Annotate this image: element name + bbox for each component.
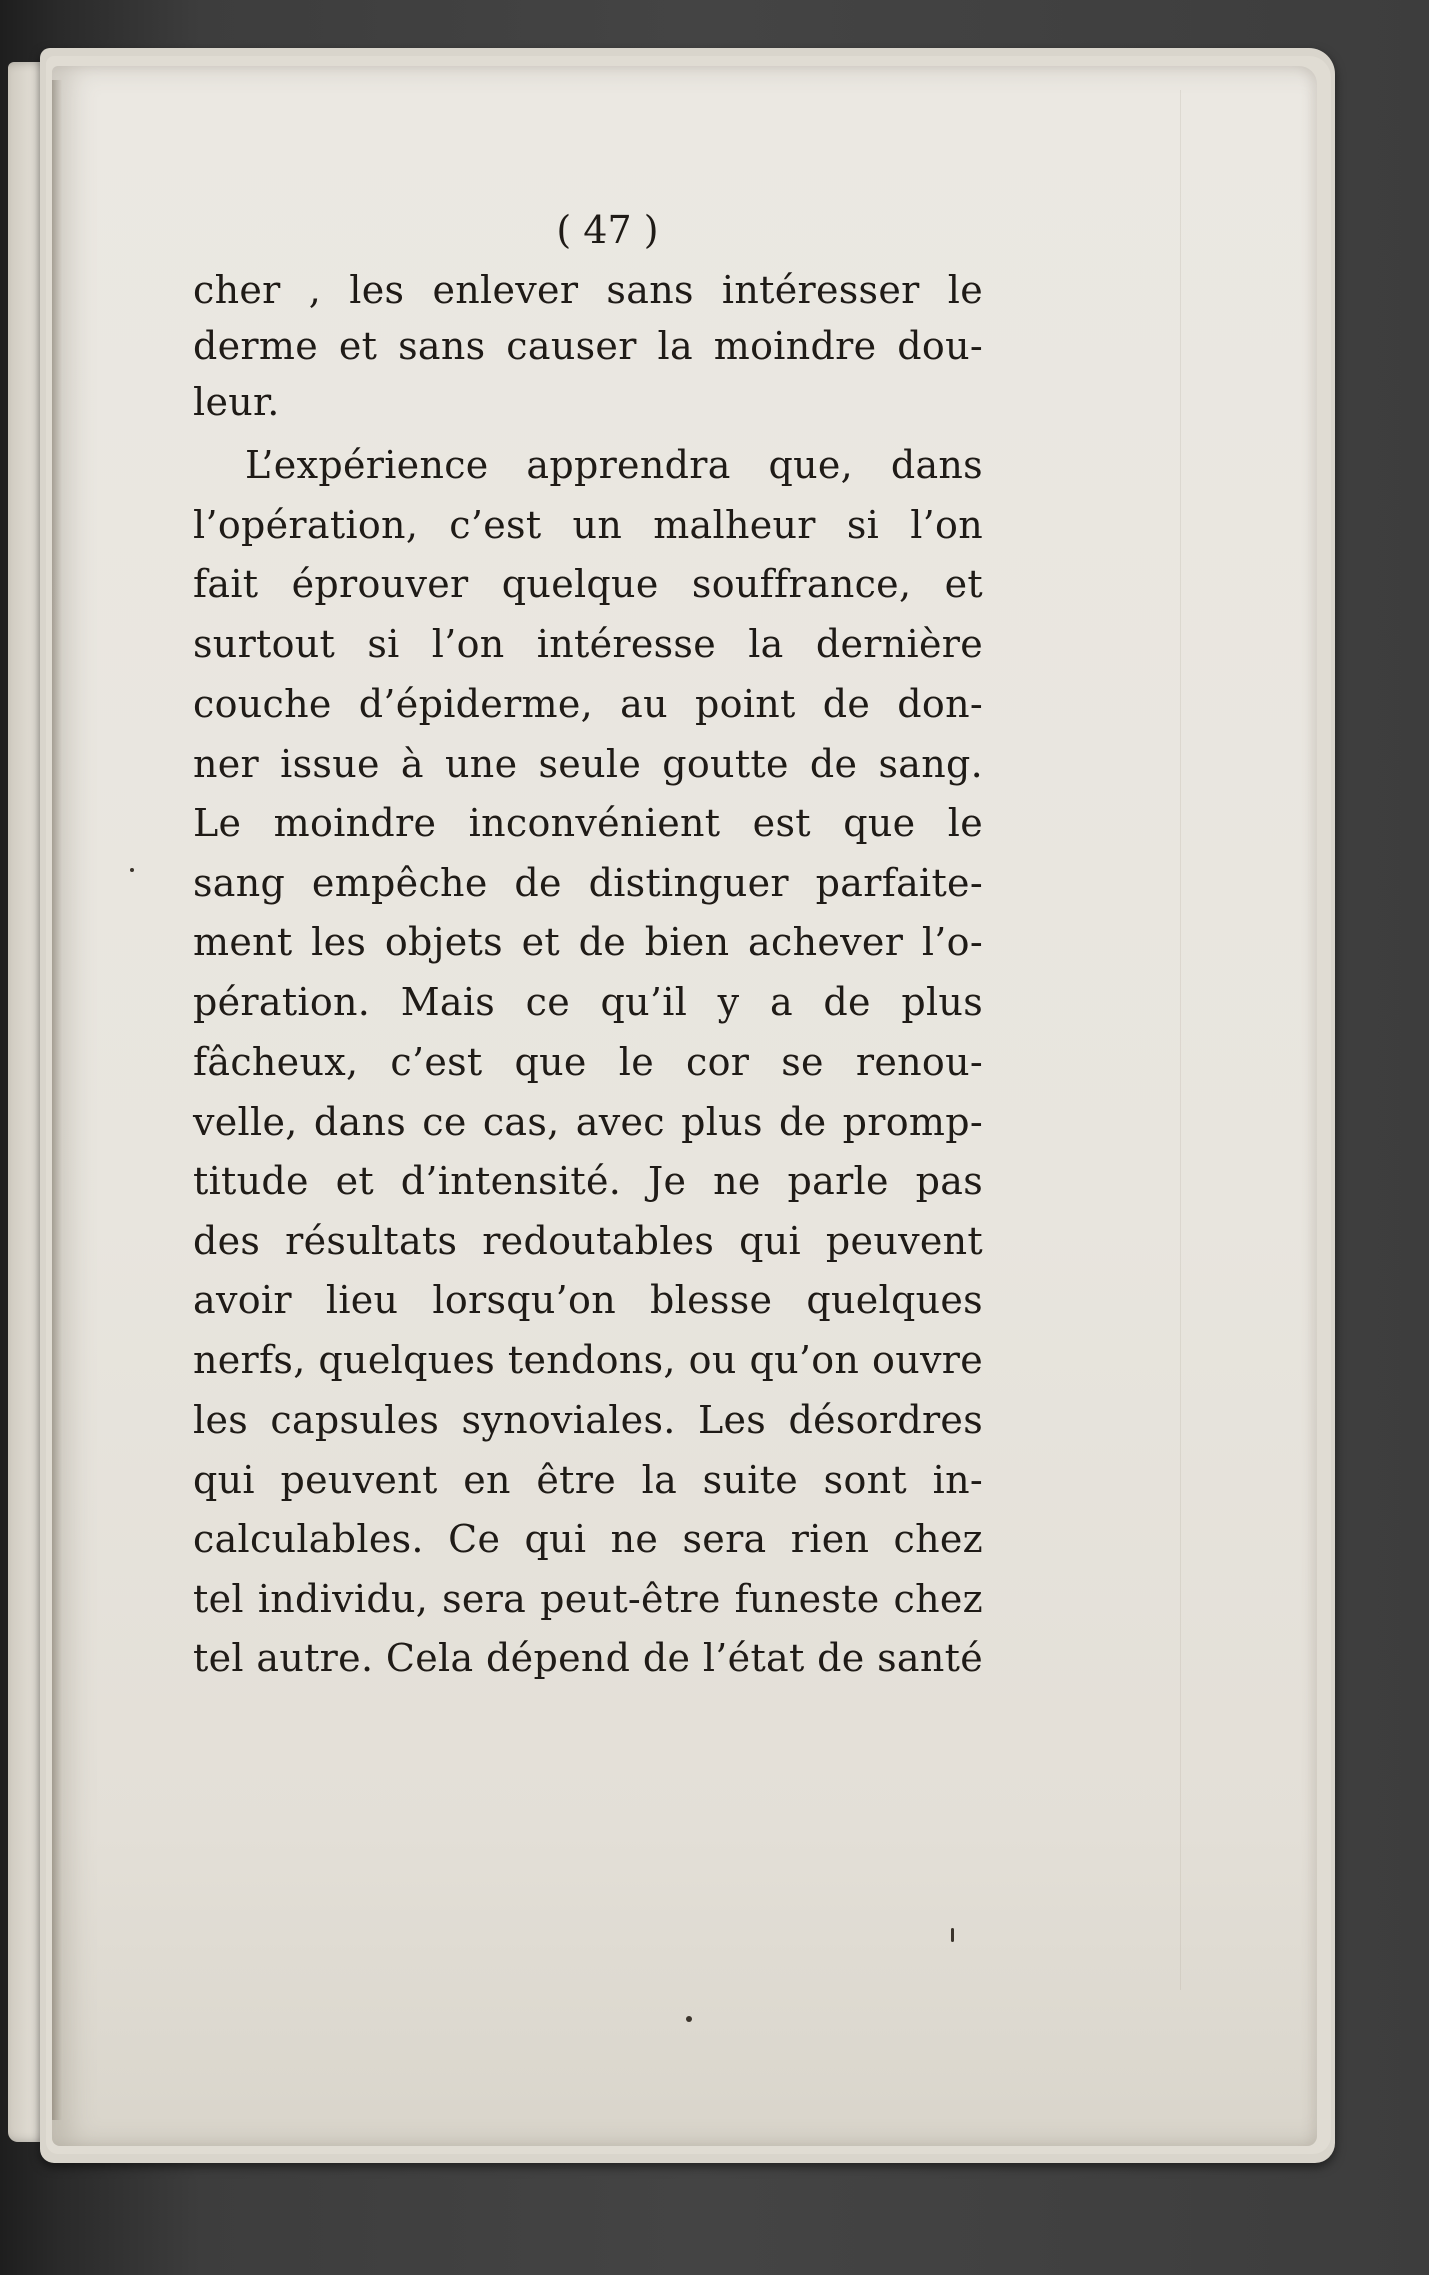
text-line: leur. <box>193 380 280 424</box>
text-line: surtout si l’on intéresse la dernière <box>193 622 983 666</box>
text-line: les capsules synoviales. Les désordres <box>193 1398 983 1442</box>
page-inner-edge <box>1180 90 1296 1990</box>
text-line: des résultats redoutables qui peuvent <box>193 1219 983 1263</box>
text-line: fâcheux, c’est que le cor se renou- <box>193 1040 983 1084</box>
ink-speck <box>686 2016 692 2022</box>
page-gutter-shadow <box>52 80 62 2120</box>
text-line: velle, dans ce cas, avec plus de promp- <box>193 1100 983 1144</box>
text-line: l’opération, c’est un malheur si l’on <box>193 503 983 547</box>
text-line: ner issue à une seule goutte de sang. <box>193 742 983 786</box>
text-line: pération. Mais ce qu’il y a de plus <box>193 980 983 1024</box>
text-line: ment les objets et de bien achever l’o- <box>193 920 983 964</box>
ink-speck <box>130 868 134 872</box>
text-line: tel autre. Cela dépend de l’état de santé <box>193 1636 983 1680</box>
text-line: tel individu, sera peut-être funeste chez <box>193 1577 983 1621</box>
text-line: sang empêche de distinguer parfaite- <box>193 861 983 905</box>
page-number: ( 47 ) <box>556 208 659 252</box>
text-line: derme et sans causer la moindre dou- <box>193 324 983 368</box>
text-line: qui peuvent en être la suite sont in- <box>193 1458 983 1502</box>
text-line: Le moindre inconvénient est que le <box>193 801 983 845</box>
text-line: calculables. Ce qui ne sera rien chez <box>193 1517 983 1561</box>
text-line: L’expérience apprendra que, dans <box>245 443 983 487</box>
text-line: avoir lieu lorsqu’on blesse quelques <box>193 1278 983 1322</box>
text-line: titude et d’intensité. Je ne parle pas <box>193 1159 983 1203</box>
text-line: fait éprouver quelque souffrance, et <box>193 562 983 606</box>
text-line: nerfs, quelques tendons, ou qu’on ouvre <box>193 1338 983 1382</box>
text-line: couche d’épiderme, au point de don- <box>193 682 983 726</box>
text-line: cher , les enlever sans intéresser le <box>193 268 983 312</box>
ink-speck <box>951 1928 954 1942</box>
